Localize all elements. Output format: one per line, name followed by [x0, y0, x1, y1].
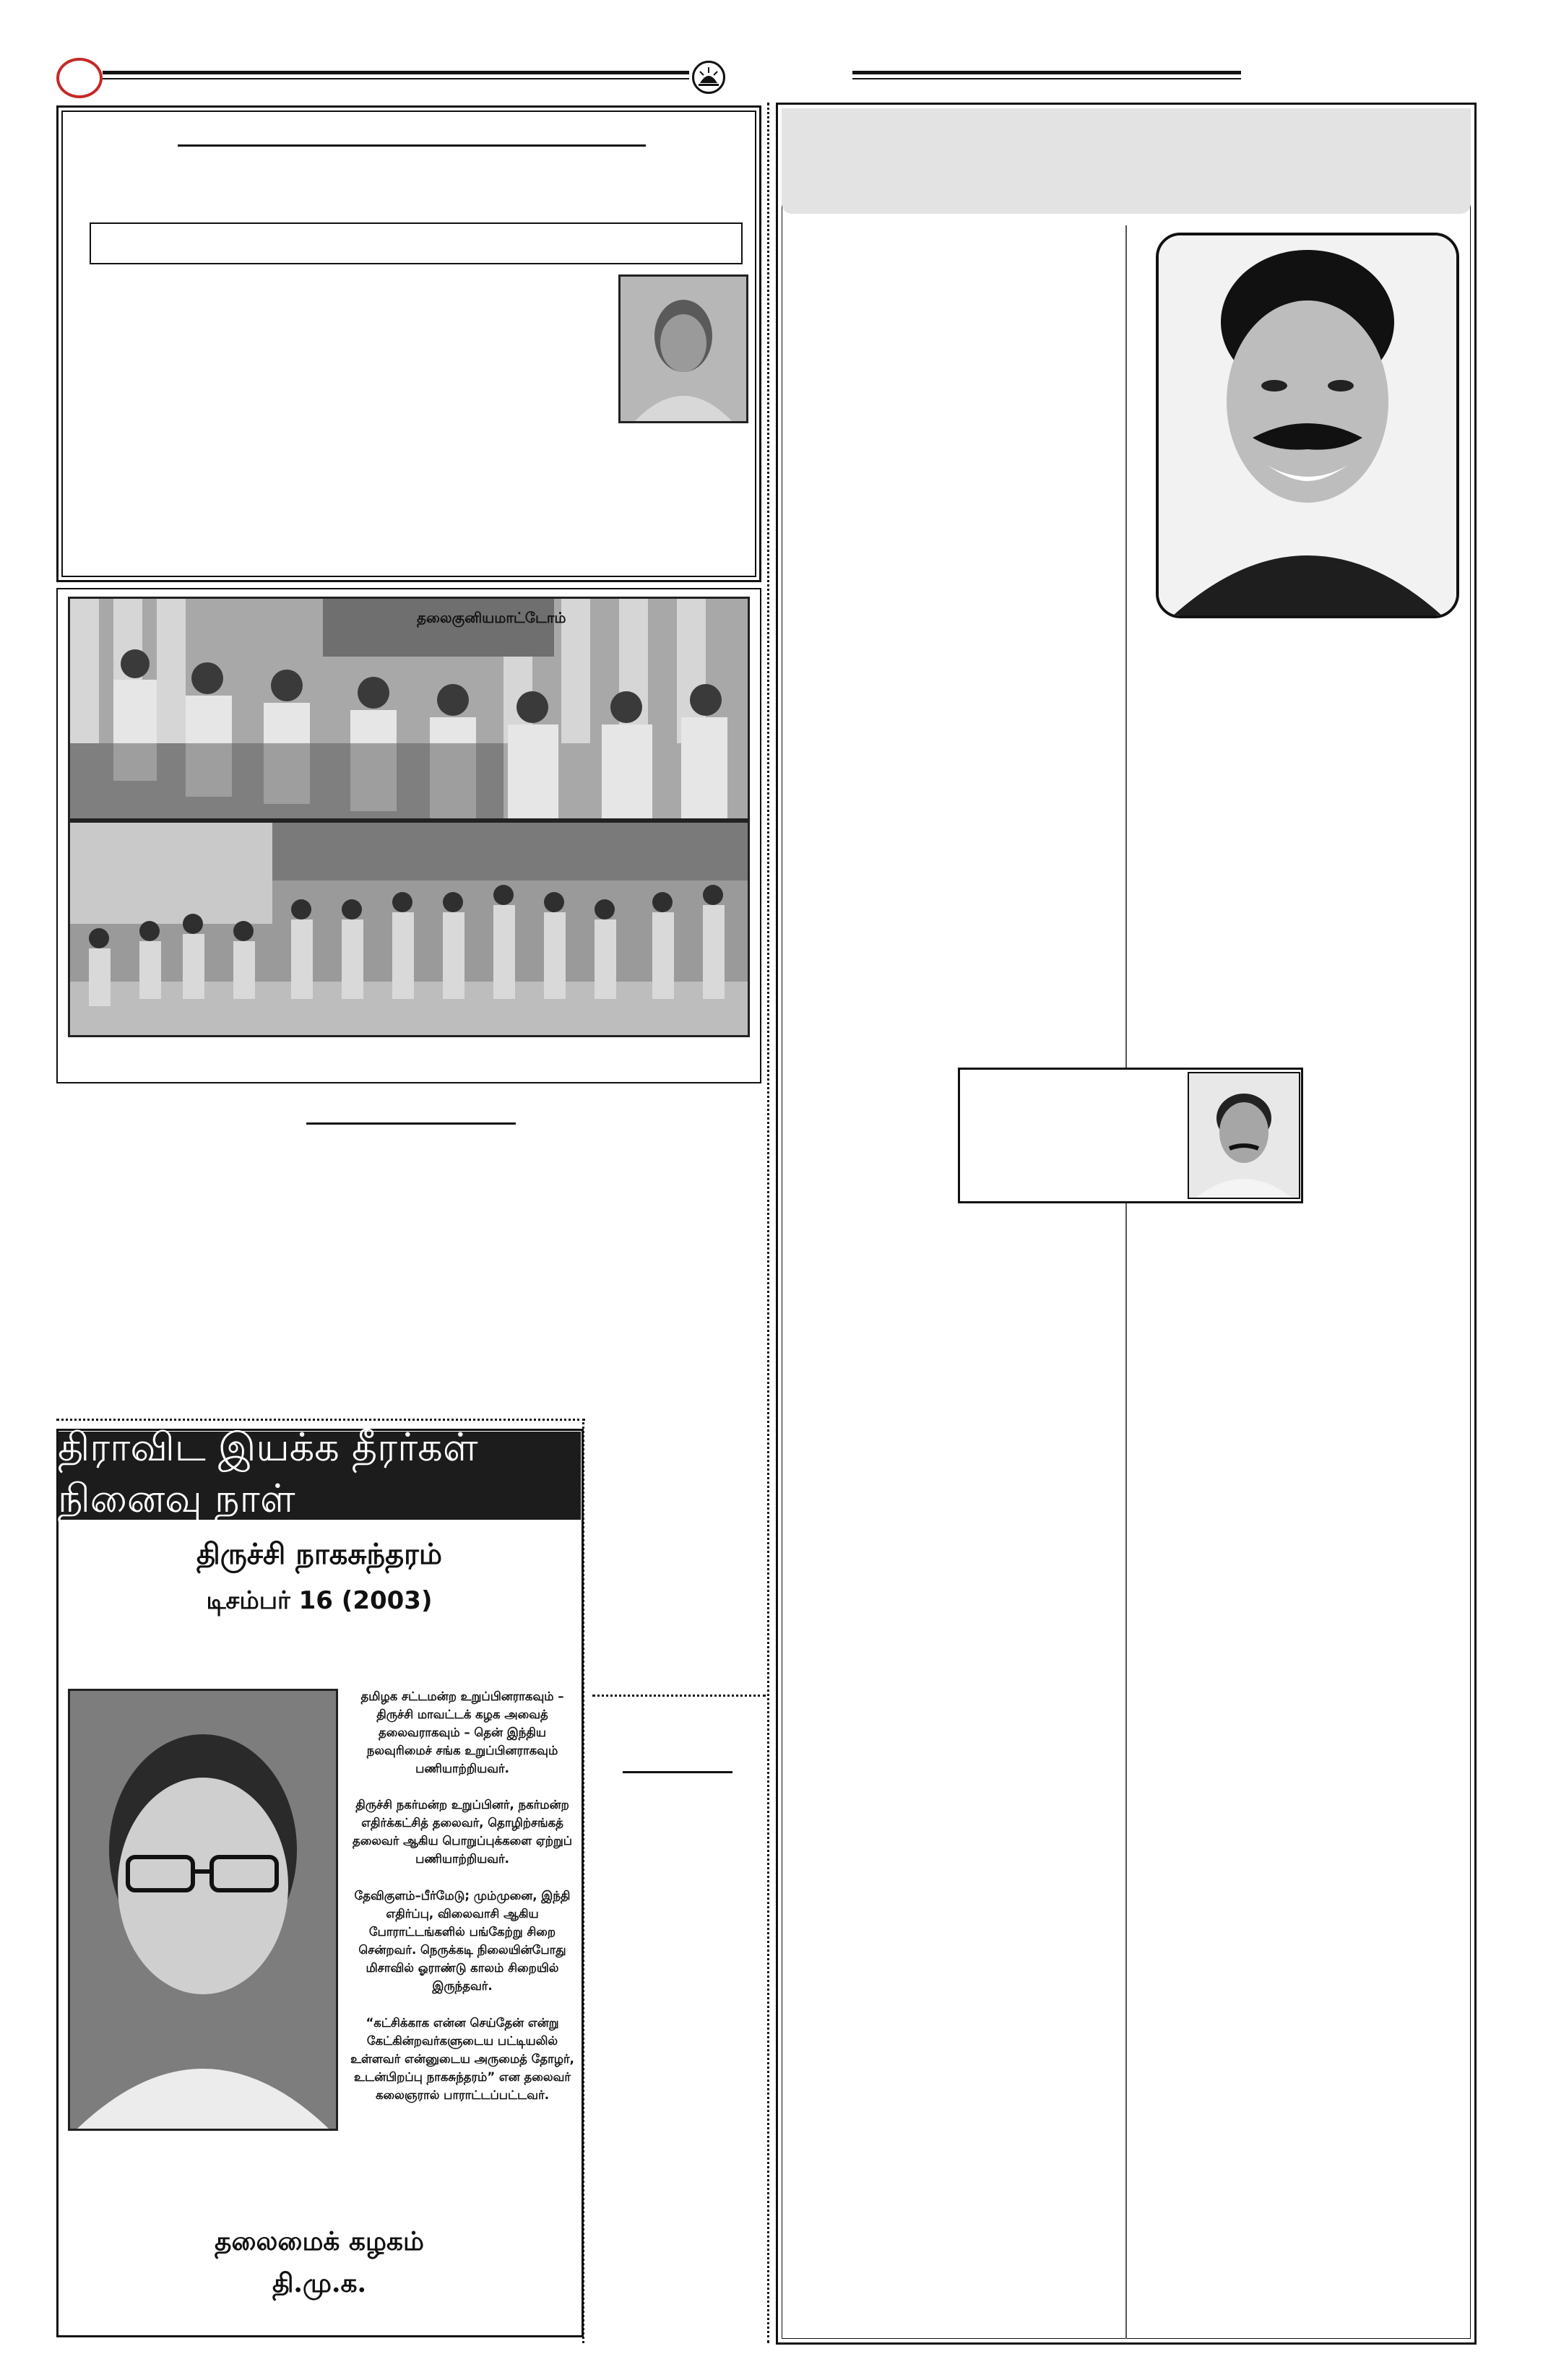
memorial-bio-para-2: திருச்சி நகர்மன்ற உறுப்பினர், நகர்மன்ற எதிர்க்கட்சித் தலைவர், தொழிற்சங்கத் தலைவர் ஆகிய பொறுப்புக்களை ஏற்றுப் பணியாற்றியவர். [352, 1798, 573, 1866]
memorial-person-name: திருச்சி நாகசுந்தரம் [196, 1537, 443, 1571]
section-heading-rule [306, 1122, 516, 1125]
header-rule-top [103, 71, 689, 74]
memorial-portrait-photo [68, 1689, 338, 2131]
ad-footer-line-2: தி.மு.க. [272, 2268, 367, 2298]
memorial-bio-para-3: தேவிகுளம்–பீர்மேடு; மும்முனை, இந்தி எதிர்ப்பு, விலைவாசி ஆகிய போராட்டங்களில் பங்கேற்று சிறை சென்றவர். நெருக்கடி நிலையின்போது மிசாவில் ஓராண்டு காலம் சிறையில் இருந்தவர். [354, 1889, 571, 1993]
stage-meeting-photo [68, 597, 750, 821]
column-divider-dotted [767, 103, 770, 2343]
woman-portrait-photo [618, 274, 748, 423]
header-rule-bottom [103, 78, 689, 79]
side-column-heading-rule [623, 1771, 732, 1773]
crowd-protest-photo [68, 821, 750, 1037]
ad-footer-line-1: தலைமைக் கழகம் [215, 2226, 424, 2256]
stage-banner-text: தலைகுனியமாட்டோம் [417, 609, 566, 626]
side-column-dotted-rule [592, 1695, 766, 1697]
memorial-date: டிசம்பர் 16 (2003) [206, 1586, 433, 1615]
memorial-ad-title: திராவிட இயக்க தீரர்கள் நினைவு நாள் [58, 1432, 581, 1520]
header-right-rule-top [852, 71, 1241, 74]
header-right-rule-bottom [852, 78, 1241, 79]
right-article-header-band [782, 108, 1471, 214]
memorial-bio-para-4: “கட்சிக்காக என்ன செய்தேன் என்று கேட்கின்றவர்களுடைய பட்டியலில் உள்ளவர் என்னுடைய அருமைத் தோழர், உடன்பிறப்பு நாகசுந்தரம்” என தலைவர் கலைஞரால் பாராட்டப்பட்டவர். [350, 2016, 574, 2102]
right-column-separator [1125, 225, 1127, 2339]
ad-dotted-border [56, 1419, 585, 1421]
article-heading-rule [178, 144, 646, 147]
leader-portrait-photo [1156, 233, 1459, 618]
page-marker-circle [56, 58, 103, 98]
article-subheading-box [90, 222, 743, 264]
inset-man-portrait-photo [1188, 1072, 1300, 1199]
memorial-bio-para-1: தமிழக சட்டமன்ற உறுப்பினராகவும் – திருச்சி மாவட்டக் கழக அவைத் தலைவராகவும் – தென் இந்திய நலவுரிமைச் சங்க உறுப்பினராகவும் பணியாற்றியவர். [360, 1689, 564, 1775]
rising-sun-emblem-icon [692, 61, 725, 94]
